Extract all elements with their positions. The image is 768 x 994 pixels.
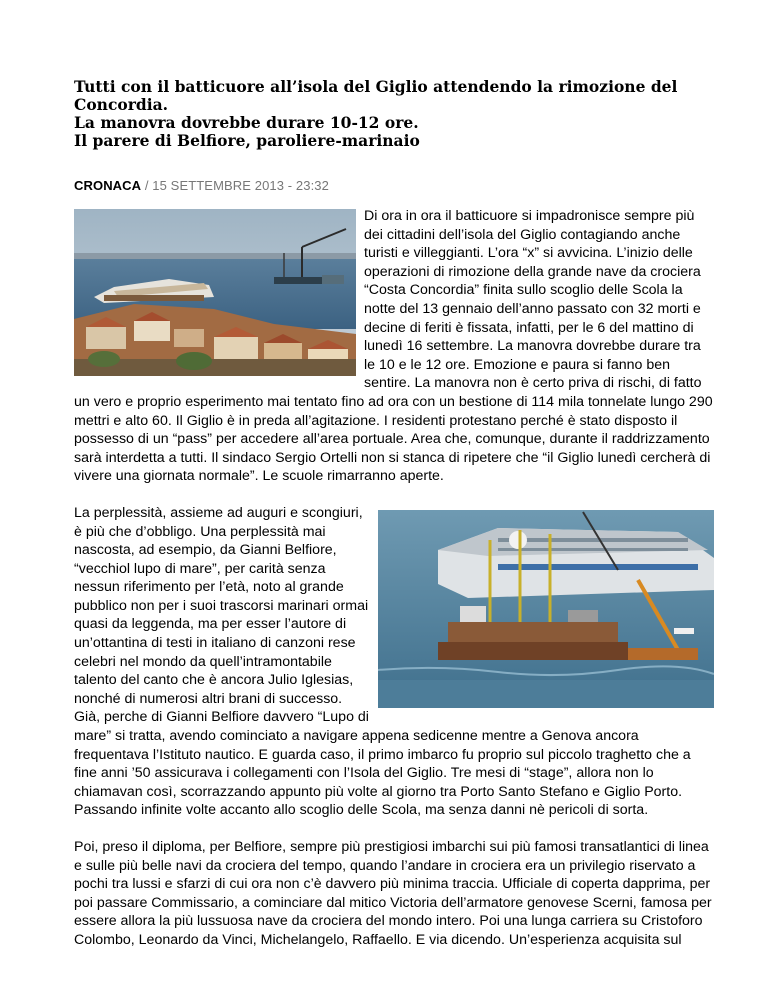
article-meta [74,178,714,193]
title-line: La manovra dovrebbe durare 10-12 ore. [74,113,419,132]
photo-concordia-wreck [378,510,714,708]
title-line: Concordia. [74,95,169,114]
paragraph: Di ora in ora il batticuore si impadronisce sempre più dei cittadini dell’isola del Giglio contagiando anche turisti e villeggianti. L’ora “x” si avvicina. L’inizio delle operazioni di rimozione della grande nave da crociera “Costa Concordia” finita sullo scoglio delle Scola la notte del 13 gennaio dell’anno passato con 32 morti e decine di feriti è fissata, infatti, per le 6 del mattino di lunedì 16 settembre. La manovra dovrebbe durare tra le 10 e le 12 ore. Emozione e paura si fanno ben sentire. La manovra non è certo priva di rischi, di fatto un vero e proprio esperimento mai tentato fino ad ora con un bestione di 114 mila tonnelate lungo 290 mettri e alto 60. Il Giglio è in preda all’agitazione. I residenti protestano perché è stato disposto il possesso di un “pass” per accedere all’area portuale. Area che, comunque, durante il raddrizzamento sarà interdetta a tutti. Il sindaco Sergio Ortelli non si stanca di ripetere che “il Giglio lunedì cercherà di vivere una giornata normale”. Le scuole rimarranno aperte. [74,208,713,485]
photo-giglio-harbor [74,209,356,376]
meta-separator: / [141,178,153,193]
article [74,78,714,968]
article-date: 15 SETTEMBRE 2013 - 23:32 [152,178,329,193]
title-line: Tutti con il batticuore all’isola del Giglio attendendo la rimozione del [74,77,678,96]
article-body [74,207,714,950]
paragraph: Poi, preso il diploma, per Belfiore, sempre più prestigiosi imbarchi sui più famosi transatlantici di linea e sulle più belle navi da crociera del tempo, quando l’andare in crociera era un privilegio riservato a pochi tra lussi e sfarzi di cui ora non c’è davvero più minima traccia. Ufficiale di coperta dapprima, per poi passare Commissario, a cominciare dal mitico Victoria dell’armatore genovese Scerni, famosa per essere allora la più lussuosa nave da crociera del mondo intero. Poi una lunga carriera su Cristoforo Colombo, Leonardo da Vinci, Michelangelo, Raffaello. E via dicendo. Un’esperienza acquisita sul [74,839,712,948]
article-title [74,78,714,150]
paragraph: La perplessità, assieme ad auguri e scongiuri, è più che d’obbligo. Una perplessità mai nascosta, ad esempio, da Gianni Belfiore, “vecchiol lupo di mare”, per carità senza nessun riferimento per l’età, noto al grande pubblico non per i suoi trascorsi marinari ormai quasi da leggenda, ma per esser l’autore di un’ottantina di testi in italiano di canzoni rese celebri nel mondo da quell’intramontabile talento del canto che è ancora Julio Iglesias, nonché di numerosi altri brani di successo. Già, perche di Gianni Belfiore davvero “Lupo di mare” si tratta, avendo cominciato a navigare appena sedicenne mentre a Genova ancora frequentava l’Istituto nautico. E guarda caso, il primo imbarco fu proprio sul piccolo traghetto che a fine anni ’50 assicurava i collegamenti con l’Isola del Giglio. Tre mesi di “stage”, allora non lo chiamavan così, scorrazzando appunto più volte al giorno tra Porto Santo Stefano e Giglio Porto. Passando infinite volte accanto allo scoglio delle Scola, ma senza danni nè pericoli di sorta. [74,504,714,820]
title-line: Il parere di Belfiore, paroliere-marinaio [74,131,420,150]
category-link[interactable]: CRONACA [74,178,142,193]
